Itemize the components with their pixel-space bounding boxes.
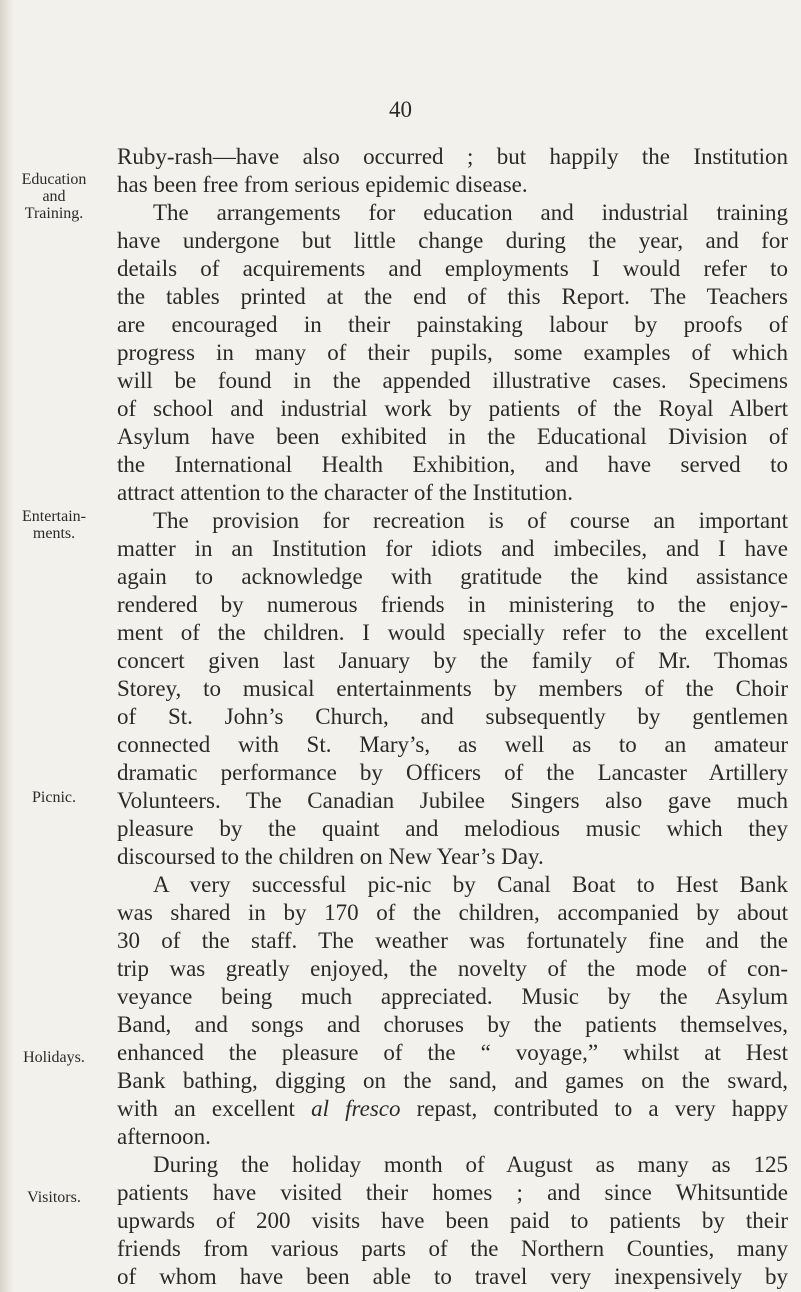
body-line: has been free from serious epidemic disease. [117, 172, 528, 197]
body-line: details of acquirements and employments I would refer to [117, 256, 788, 281]
body-line: progress in many of their pupils, some examples of which [117, 340, 788, 365]
italic-phrase: al fresco [311, 1096, 401, 1121]
body-line: again to acknowledge with gratitude the kind assistance [117, 564, 788, 589]
body-line: will be found in the appended illustrative cases. Specimens [117, 368, 788, 393]
body-line: rendered by numerous friends in ministering to the enjoy- [117, 592, 788, 617]
body-line: attract attention to the character of the Institution. [117, 480, 573, 505]
body-line: afternoon. [117, 1124, 211, 1149]
margin-note-line: Visitors. [27, 1189, 81, 1206]
body-line: Storey, to musical entertainments by members of the Choir [117, 676, 788, 701]
body-text-segment: repast, contributed to a very happy [416, 1096, 789, 1121]
body-line: discoursed to the children on New Year’s Day. [117, 844, 544, 869]
body-line: concert given last January by the family of Mr. Thomas [117, 648, 788, 673]
body-line: upwards of 200 visits have been paid to patients by their [117, 1208, 788, 1233]
body-line: was shared in by 170 of the children, accompanied by about [117, 900, 788, 925]
margin-note-line: Picnic. [32, 789, 76, 806]
body-line: of school and industrial work by patients of the Royal Albert [117, 396, 788, 421]
body-line: of whom have been able to travel very inexpensively by [117, 1264, 788, 1289]
body-text-segment: with an excellent [117, 1096, 295, 1121]
body-line: Bank bathing, digging on the sand, and games on the sward, [117, 1068, 788, 1093]
margin-note-holidays [0, 1049, 108, 1066]
body-line: During the holiday month of August as many as 125 [153, 1152, 788, 1177]
body-line: of St. John’s Church, and subsequently by gentlemen [117, 704, 788, 729]
body-line: Band, and songs and choruses by the patients themselves, [117, 1012, 788, 1037]
body-line: matter in an Institution for idiots and imbeciles, and I have [117, 536, 788, 561]
body-line: pleasure by the quaint and melodious music which they [117, 816, 788, 841]
body-line: Asylum have been exhibited in the Educational Division of [117, 424, 788, 449]
body-line: Ruby-rash—have also occurred ; but happily the Institution [117, 144, 788, 169]
margin-note-line: Education [21, 171, 87, 188]
margin-note-line: Training. [24, 205, 84, 222]
margin-note-line: and [42, 188, 66, 205]
body-line: the tables printed at the end of this Report. The Teachers [117, 284, 788, 309]
body-line: the International Health Exhibition, and have served to [117, 452, 788, 477]
body-line: are encouraged in their painstaking labour by proofs of [117, 312, 788, 337]
body-line: trip was greatly enjoyed, the novelty of the mode of con- [117, 956, 788, 981]
margin-note-visitors [0, 1189, 108, 1206]
body-line: ment of the children. I would specially refer to the excellent [117, 620, 788, 645]
body-line: patients have visited their homes ; and since Whitsuntide [117, 1180, 788, 1205]
body-line: A very successful pic-nic by Canal Boat to Hest Bank [153, 872, 788, 897]
margin-note-line: Holidays. [23, 1049, 85, 1066]
margin-note-line: ments. [32, 525, 76, 542]
body-line: The provision for recreation is of course an important [153, 508, 788, 533]
margin-note-picnic [0, 789, 108, 806]
body-line: connected with St. Mary’s, as well as to an amateur [117, 732, 788, 757]
margin-note-line: Entertain- [22, 508, 86, 525]
body-line: veyance being much appreciated. Music by the Asylum [117, 984, 788, 1009]
body-line: Volunteers. The Canadian Jubilee Singers also gave much [117, 788, 788, 813]
page-number: 40 [389, 97, 412, 122]
body-line: 30 of the staff. The weather was fortunately fine and the [117, 928, 788, 953]
body-line: enhanced the pleasure of the “ voyage,” whilst at Hest [117, 1040, 788, 1065]
body-line: The arrangements for education and industrial training [153, 200, 788, 225]
margin-note-education [0, 171, 108, 222]
margin-note-entertainments [0, 508, 108, 542]
body-line-mixed [117, 1095, 788, 1123]
body-line: dramatic performance by Officers of the Lancaster Artillery [117, 760, 788, 785]
body-line: friends from various parts of the Northern Counties, many [117, 1236, 788, 1261]
body-line: have undergone but little change during the year, and for [117, 228, 788, 253]
